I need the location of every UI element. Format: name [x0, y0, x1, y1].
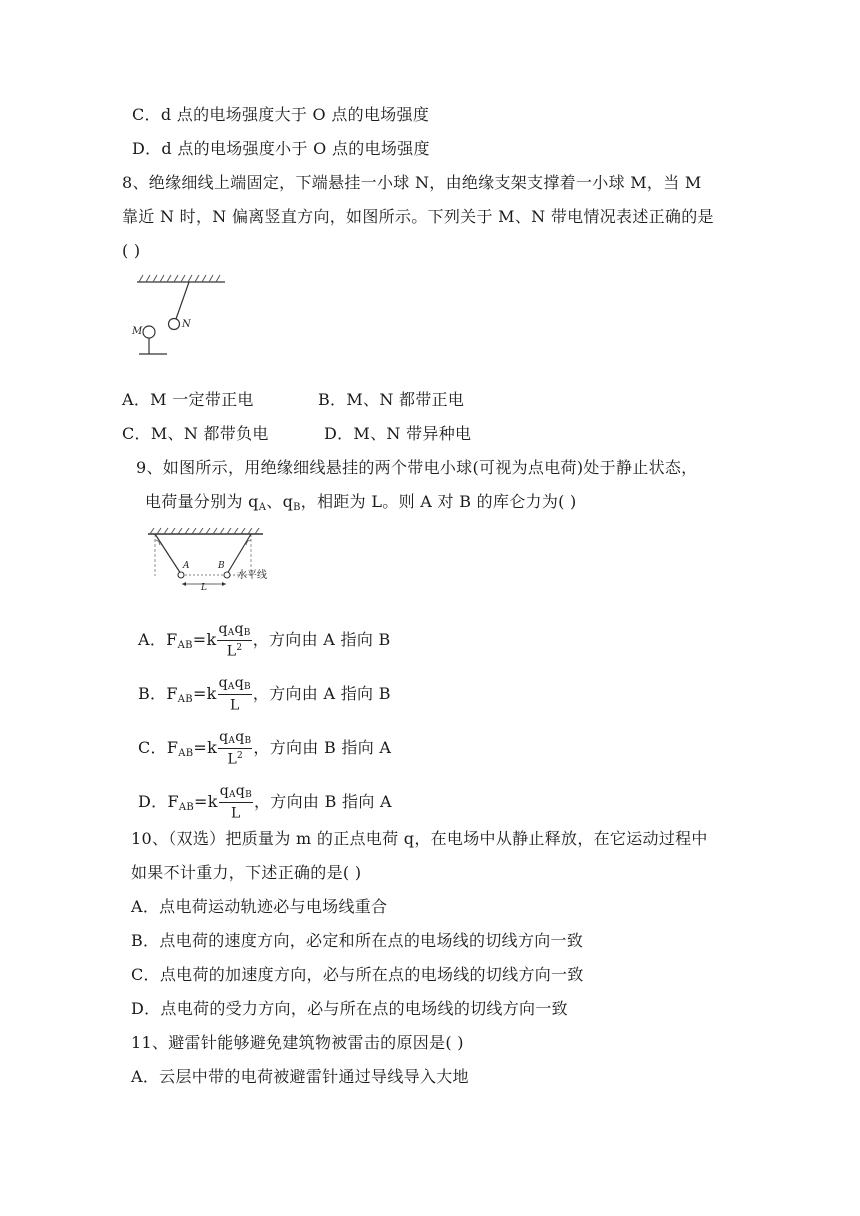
ball-a: [178, 572, 184, 578]
q7-option-d: D．d 点的电场强度小于 O 点的电场强度: [132, 139, 430, 158]
q10-stem-line2: 如果不计重力，下述正确的是( ): [131, 863, 362, 882]
ball-m: [143, 326, 155, 338]
suspension-thread: [176, 282, 189, 319]
q8-option-a: A．M 一定带正电: [122, 390, 254, 409]
q10-option-d: D．点电荷的受力方向，必与所在点的电场线的切线方向一致: [131, 999, 568, 1018]
q9-stem-line1: 9、如图所示，用绝缘细线悬挂的两个带电小球(可视为点电荷)处于静止状态，: [136, 458, 698, 477]
q10-stem-line1: 10、（双选）把质量为 m 的正点电荷 q，在电场中从静止释放，在它运动过程中: [131, 829, 708, 848]
q8-option-d: D．M、N 带异种电: [324, 424, 472, 443]
q7-option-c: C．d 点的电场强度大于 O 点的电场强度: [132, 105, 430, 124]
q8-option-c: C．M、N 都带负电: [122, 424, 269, 443]
label-a: A: [183, 561, 190, 571]
label-horizontal-line: 水平线: [237, 570, 267, 581]
label-m: M: [132, 326, 143, 337]
q8-figure: [125, 272, 235, 367]
label-l: L: [201, 583, 207, 593]
q10-option-a: A．点电荷运动轨迹必与电场线重合: [131, 897, 388, 916]
q9-option-b: B．$F_{AB}=k$ $\frac{q_Aq_B}{L}$ ，方向由 A 指向 B: [138, 675, 391, 714]
q9-option-a: A．$F_{AB}=k$ $\frac{q_Aq_B}{L^2}$ ，方向由 A 指向 B: [138, 621, 391, 660]
q9-option-d: D．$F_{AB}=k$ $\frac{q_Aq_B}{L}$ ，方向由 B 指向 A: [138, 783, 392, 822]
q11-option-a: A．云层中带的电荷被避雷针通过导线导入大地: [131, 1067, 469, 1086]
label-n: N: [182, 319, 191, 330]
label-b: B: [218, 561, 225, 571]
ball-b: [224, 572, 230, 578]
thread-a: [155, 534, 181, 574]
q9-option-c: C．$F_{AB}=k$ $\frac{q_Aq_B}{L^2}$ ，方向由 B 指向 A: [138, 729, 392, 768]
ball-n: [169, 319, 180, 330]
q10-option-b: B．点电荷的速度方向，必定和所在点的电场线的切线方向一致: [131, 931, 584, 950]
thread-b: [227, 534, 251, 574]
q9-figure: [145, 524, 295, 594]
q9-stem-line2: 电荷量分别为 $q_A$、$q_B$，相距为 L。则 A 对 B 的库仑力为( ): [145, 492, 577, 513]
q8-stem-line2: 靠近 N 时，N 偏离竖直方向，如图所示。下列关于 M、N 带电情况表述正确的是: [122, 207, 714, 226]
ceiling-hatch: [150, 528, 259, 534]
q8-stem-line1: 8、绝缘细线上端固定，下端悬挂一小球 N，由绝缘支架支撑着一小球 M，当 M: [122, 173, 702, 192]
q8-option-b: B．M、N 都带正电: [318, 390, 465, 409]
q11-stem: 11、避雷针能够避免建筑物被雷击的原因是( ): [131, 1033, 464, 1052]
ceiling-hatch: [139, 275, 220, 282]
q8-stem-line3: ( ): [122, 241, 141, 260]
q10-option-c: C．点电荷的加速度方向，必与所在点的电场线的切线方向一致: [131, 965, 584, 984]
